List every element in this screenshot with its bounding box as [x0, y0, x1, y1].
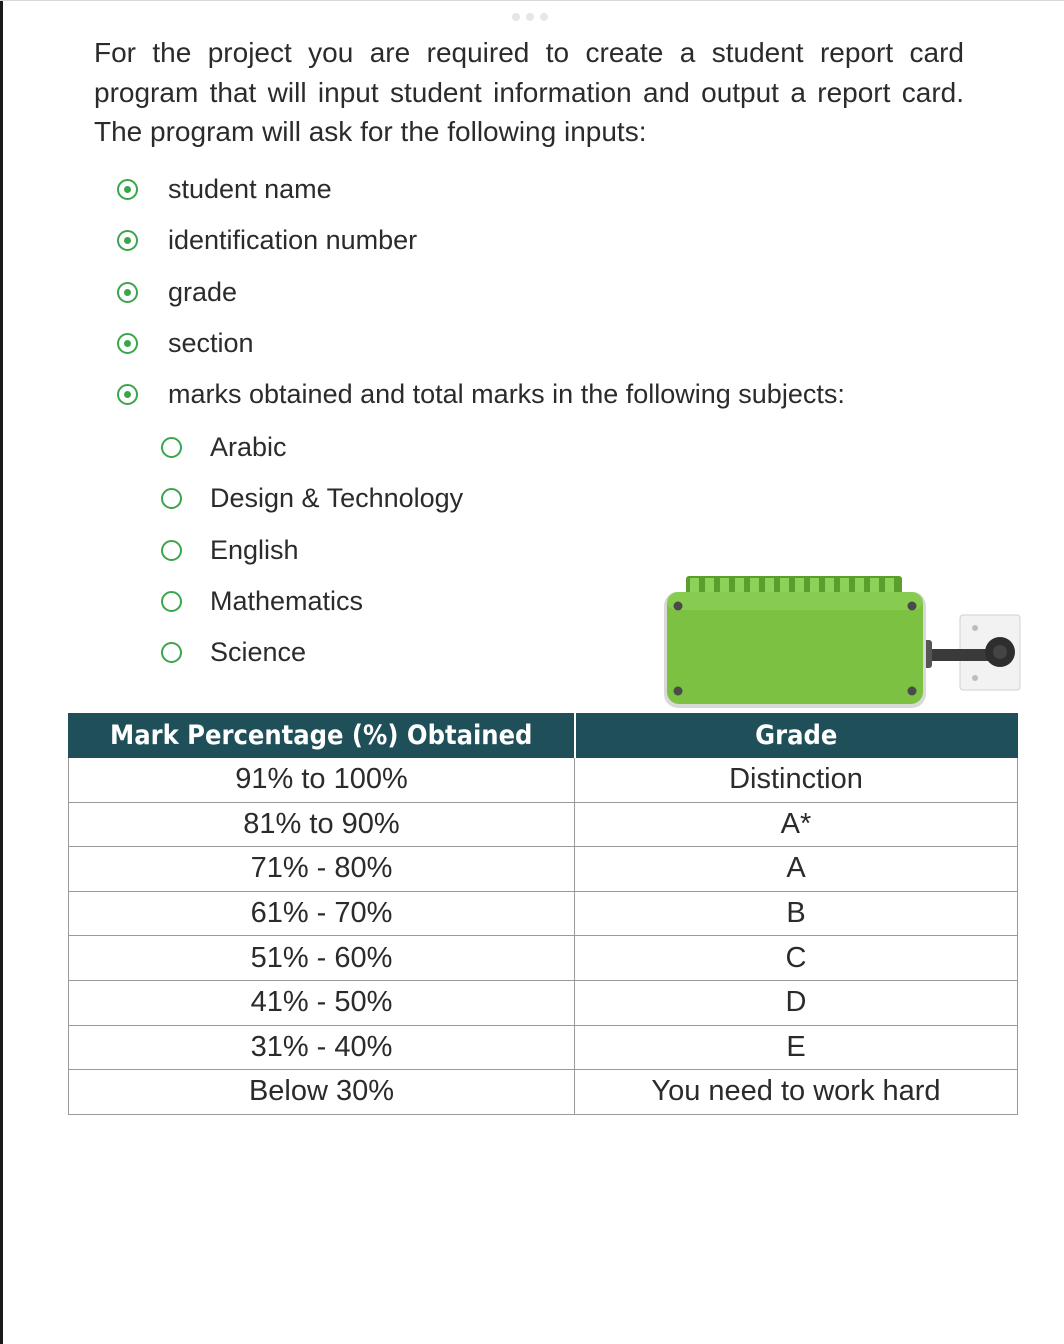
- table-row: [69, 847, 1018, 892]
- list-item: [117, 377, 845, 411]
- hollow-circle-bullet-icon: [161, 437, 182, 458]
- input-label: grade: [168, 276, 238, 307]
- grade-cell: Distinction: [575, 758, 1018, 803]
- table-row: [69, 891, 1018, 936]
- hollow-circle-bullet-icon: [161, 488, 182, 509]
- subject-label: Arabic: [210, 431, 287, 462]
- grade-cell: D: [575, 980, 1018, 1025]
- hollow-circle-bullet-icon: [161, 540, 182, 561]
- subject-label: Design & Technology: [210, 482, 464, 513]
- grade-cell: E: [575, 1025, 1018, 1070]
- input-label: marks obtained and total marks in the following subjects:: [168, 378, 845, 409]
- percentage-cell: Below 30%: [69, 1070, 575, 1115]
- percentage-cell: 61% - 70%: [69, 891, 575, 936]
- grade-cell: A*: [575, 802, 1018, 847]
- green-electronic-device-icon: [662, 570, 1022, 715]
- filled-circle-bullet-icon: [117, 230, 138, 251]
- grade-cell: B: [575, 891, 1018, 936]
- hollow-circle-bullet-icon: [161, 642, 182, 663]
- table-row: [69, 802, 1018, 847]
- table-row: [69, 758, 1018, 803]
- list-item: [117, 275, 237, 309]
- subject-label: Mathematics: [210, 585, 364, 616]
- grade-cell: C: [575, 936, 1018, 981]
- table-header-row: [69, 714, 1018, 758]
- list-item: [161, 481, 463, 515]
- input-label: identification number: [168, 224, 418, 255]
- header-grade: Grade: [575, 714, 1018, 758]
- subject-label: Science: [210, 636, 307, 667]
- table-row: [69, 1025, 1018, 1070]
- list-item: [117, 172, 332, 206]
- list-item: [161, 533, 299, 567]
- filled-circle-bullet-icon: [117, 333, 138, 354]
- more-dots-icon[interactable]: [512, 13, 548, 21]
- percentage-cell: 41% - 50%: [69, 980, 575, 1025]
- percentage-cell: 81% to 90%: [69, 802, 575, 847]
- window-top-edge: [0, 0, 1064, 1]
- percentage-cell: 91% to 100%: [69, 758, 575, 803]
- table-row: [69, 1070, 1018, 1115]
- input-label: student name: [168, 173, 332, 204]
- percentage-cell: 51% - 60%: [69, 936, 575, 981]
- grade-cell: A: [575, 847, 1018, 892]
- grade-table: [68, 713, 1018, 1115]
- input-label: section: [168, 327, 254, 358]
- grade-cell: You need to work hard: [575, 1070, 1018, 1115]
- filled-circle-bullet-icon: [117, 179, 138, 200]
- list-item: [117, 223, 417, 257]
- table-row: [69, 980, 1018, 1025]
- hollow-circle-bullet-icon: [161, 591, 182, 612]
- intro-paragraph: For the project you are required to create a student report card program that will input student information and output a report card. The program will ask for the following inputs:: [94, 37, 964, 147]
- list-item: [161, 584, 363, 618]
- subject-label: English: [210, 534, 299, 565]
- table-row: [69, 936, 1018, 981]
- filled-circle-bullet-icon: [117, 282, 138, 303]
- window-left-edge: [0, 0, 3, 1344]
- percentage-cell: 71% - 80%: [69, 847, 575, 892]
- list-item: [117, 326, 254, 360]
- filled-circle-bullet-icon: [117, 384, 138, 405]
- list-item: [161, 430, 287, 464]
- list-item: [161, 635, 306, 669]
- header-percentage: Mark Percentage (%) Obtained: [69, 714, 575, 758]
- percentage-cell: 31% - 40%: [69, 1025, 575, 1070]
